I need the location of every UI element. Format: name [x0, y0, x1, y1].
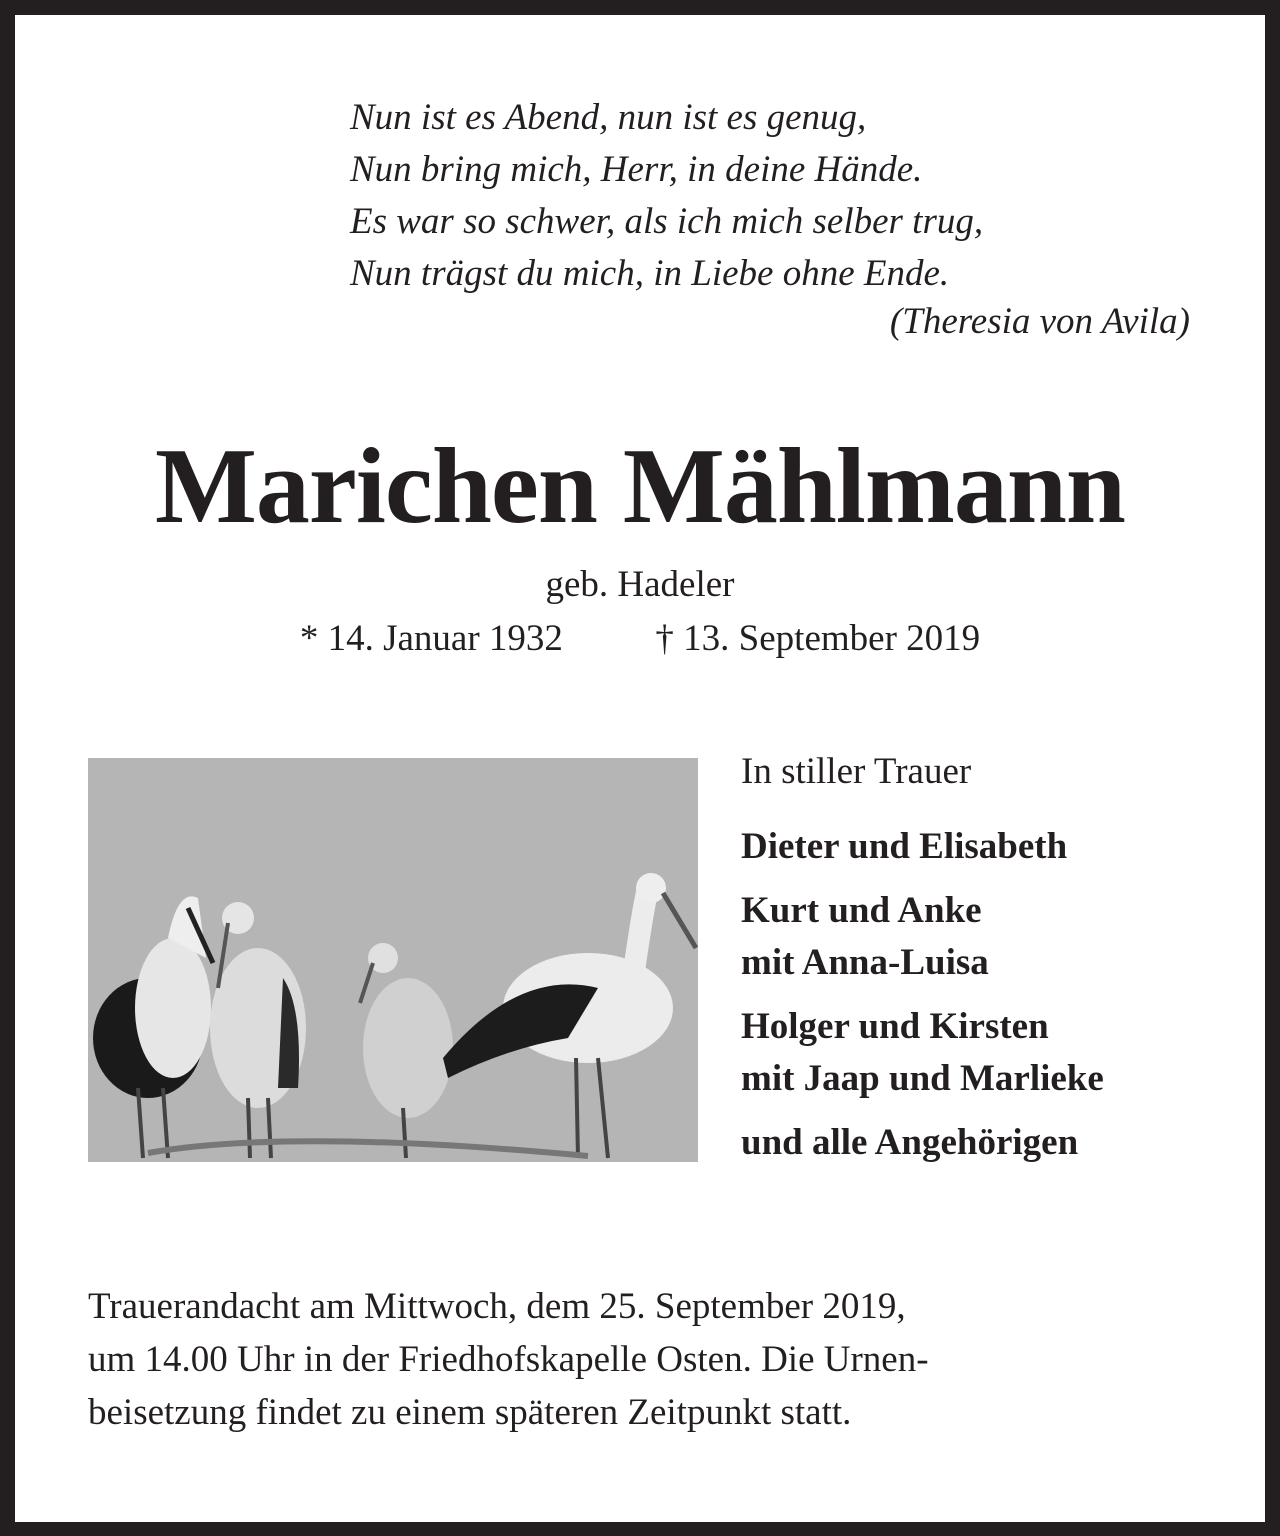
storks-photo — [88, 758, 698, 1162]
storks-icon — [88, 758, 698, 1162]
service-line: beisetzung findet zu einem späteren Zeitpunkt statt. — [88, 1392, 852, 1433]
born-name: geb. Hadeler — [545, 564, 735, 605]
mourners-list — [741, 750, 1104, 1181]
deceased-name: Marichen Mählmann — [155, 427, 1125, 546]
mourner-family — [741, 821, 1104, 873]
quote-attribution: (Theresia von Avila) — [889, 301, 1190, 342]
death-date: † 13. September 2019 — [655, 618, 981, 659]
service-line: Trauerandacht am Mittwoch, dem 25. September 2019, — [88, 1286, 906, 1327]
quote-line: Es war so schwer, als ich mich selber trug, — [350, 201, 984, 242]
mourner-family — [741, 885, 1104, 989]
mourner-family — [741, 1001, 1104, 1105]
mourner-line: Kurt und Anke — [741, 890, 982, 931]
mourner-line: mit Anna-Luisa — [741, 942, 989, 983]
service-line: um 14.00 Uhr in der Friedhofskapelle Osten. Die Urnen- — [88, 1339, 929, 1380]
poem-quote — [350, 92, 983, 300]
quote-line: Nun bring mich, Herr, in deine Hände. — [350, 149, 923, 190]
quote-line: Nun trägst du mich, in Liebe ohne Ende. — [350, 253, 950, 294]
mourners-intro: In stiller Trauer — [741, 751, 972, 792]
mourner-family — [741, 1117, 1104, 1169]
service-info — [88, 1280, 1198, 1439]
life-dates — [0, 617, 1280, 660]
mourner-line: Dieter und Elisabeth — [741, 826, 1068, 867]
mourner-line: Holger und Kirsten — [741, 1006, 1049, 1047]
quote-line: Nun ist es Abend, nun ist es genug, — [350, 97, 867, 138]
birth-date: * 14. Januar 1932 — [299, 618, 563, 659]
mourner-line: und alle Angehörigen — [741, 1122, 1079, 1163]
mourner-line: mit Jaap und Marlieke — [741, 1058, 1104, 1099]
